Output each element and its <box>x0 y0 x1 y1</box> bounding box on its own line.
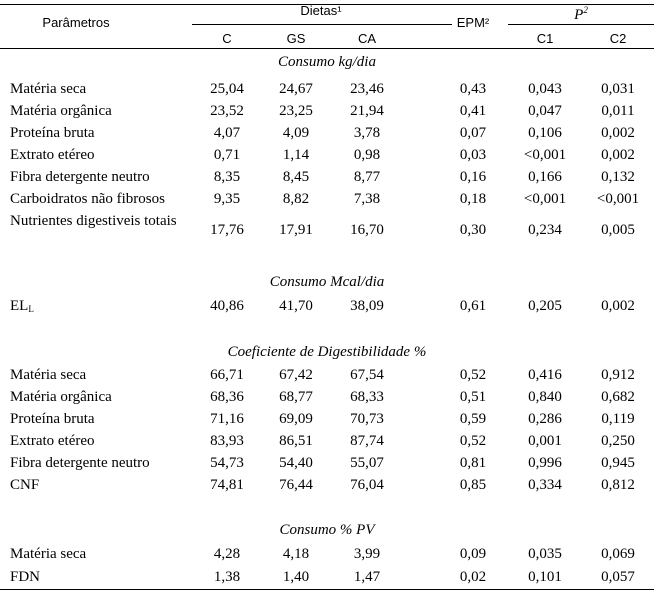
value-c1: 0,840 <box>528 389 562 405</box>
value-ca: 3,99 <box>353 546 381 562</box>
value-c1: 0,101 <box>528 569 562 585</box>
value-ca: 8,77 <box>353 169 381 185</box>
header-dietas: Dietas¹ <box>300 3 342 18</box>
value-c1: 0,234 <box>528 222 562 238</box>
value-c2: 0,132 <box>601 169 635 185</box>
value-c1: 0,286 <box>528 411 562 427</box>
value-epm: 0,41 <box>459 103 487 119</box>
section-title: Consumo Mcal/dia <box>269 274 385 290</box>
value-gs: 67,42 <box>279 367 313 383</box>
value-gs: 17,91 <box>279 222 313 238</box>
value-c1: 0,334 <box>528 477 562 493</box>
value-c1: 0,416 <box>528 367 562 383</box>
value-c2: 0,945 <box>601 455 635 471</box>
value-epm: 0,81 <box>459 455 487 471</box>
col-c2: C2 <box>609 31 627 46</box>
row-label: Matéria orgânica <box>10 103 112 119</box>
row-label: CNF <box>10 477 40 493</box>
value-c2: 0,002 <box>601 125 635 141</box>
row-label: Fibra detergente neutro <box>10 169 150 185</box>
value-c2: 0,002 <box>601 298 635 314</box>
value-c: 40,86 <box>210 298 244 314</box>
value-c2: <0,001 <box>596 191 640 207</box>
value-c1: 0,047 <box>528 103 562 119</box>
value-epm: 0,16 <box>459 169 487 185</box>
p-underline <box>508 24 654 25</box>
value-ca: 67,54 <box>350 367 384 383</box>
row-label: Nutrientes digestiveis totais <box>10 213 177 229</box>
value-epm: 0,30 <box>459 222 487 238</box>
value-epm: 0,61 <box>459 298 487 314</box>
value-ca: 16,70 <box>350 222 384 238</box>
row-label: Fibra detergente neutro <box>10 455 150 471</box>
value-c: 54,73 <box>210 455 244 471</box>
value-epm: 0,02 <box>459 569 487 585</box>
value-epm: 0,59 <box>459 411 487 427</box>
dietas-underline <box>192 24 452 25</box>
value-c: 66,71 <box>210 367 244 383</box>
value-c2: 0,005 <box>601 222 635 238</box>
col-gs: GS <box>286 31 306 46</box>
row-label: Matéria seca <box>10 546 87 562</box>
value-epm: 0,52 <box>459 433 487 449</box>
value-gs: 54,40 <box>279 455 313 471</box>
value-ca: 87,74 <box>350 433 384 449</box>
value-gs: 8,82 <box>282 191 310 207</box>
row-label <box>10 298 190 318</box>
value-epm: 0,52 <box>459 367 487 383</box>
value-ca: 23,46 <box>350 81 384 97</box>
value-c: 83,93 <box>210 433 244 449</box>
value-c2: 0,812 <box>601 477 635 493</box>
value-c: 8,35 <box>213 169 241 185</box>
value-epm: 0,43 <box>459 81 487 97</box>
value-c1: 0,106 <box>528 125 562 141</box>
value-c: 74,81 <box>210 477 244 493</box>
value-epm: 0,09 <box>459 546 487 562</box>
value-c: 25,04 <box>210 81 244 97</box>
value-c2: 0,011 <box>601 103 635 119</box>
value-c2: 0,002 <box>601 147 635 163</box>
header-p <box>574 2 588 24</box>
value-c1: <0,001 <box>523 147 567 163</box>
row-label: Matéria seca <box>10 81 87 97</box>
row-label-sub: L <box>28 304 34 314</box>
value-ca: 7,38 <box>353 191 381 207</box>
value-c: 68,36 <box>210 389 244 405</box>
value-c1: <0,001 <box>523 191 567 207</box>
header-p-letter: P <box>574 7 584 23</box>
section-title: Consumo % PV <box>279 522 375 538</box>
col-ca: CA <box>357 31 377 46</box>
header-epm: EPM² <box>456 15 490 30</box>
value-gs: 4,09 <box>282 125 310 141</box>
row-label-main: EL <box>10 298 29 314</box>
value-c1: 0,205 <box>528 298 562 314</box>
value-c2: 0,682 <box>601 389 635 405</box>
value-epm: 0,85 <box>459 477 487 493</box>
col-c1: C1 <box>536 31 554 46</box>
row-label: Proteína bruta <box>10 125 95 141</box>
value-c: 17,76 <box>210 222 244 238</box>
value-gs: 23,25 <box>279 103 313 119</box>
value-c2: 0,057 <box>601 569 635 585</box>
value-gs: 1,14 <box>282 147 310 163</box>
value-epm: 0,18 <box>459 191 487 207</box>
row-label: Extrato etéreo <box>10 147 95 163</box>
value-gs: 86,51 <box>279 433 313 449</box>
value-gs: 76,44 <box>279 477 313 493</box>
value-c1: 0,035 <box>528 546 562 562</box>
value-ca: 21,94 <box>350 103 384 119</box>
col-c: C <box>222 31 232 46</box>
value-c1: 0,001 <box>528 433 562 449</box>
value-ca: 55,07 <box>350 455 384 471</box>
header-p-sup: 2 <box>583 5 588 15</box>
value-ca: 1,47 <box>353 569 381 585</box>
row-label: Extrato etéreo <box>10 433 95 449</box>
value-ca: 3,78 <box>353 125 381 141</box>
value-c: 0,71 <box>213 147 241 163</box>
row-label: Matéria orgânica <box>10 389 112 405</box>
value-c1: 0,996 <box>528 455 562 471</box>
value-c: 23,52 <box>210 103 244 119</box>
value-c1: 0,043 <box>528 81 562 97</box>
value-gs: 41,70 <box>279 298 313 314</box>
value-ca: 70,73 <box>350 411 384 427</box>
value-c: 1,38 <box>213 569 241 585</box>
value-gs: 1,40 <box>282 569 310 585</box>
value-ca: 76,04 <box>350 477 384 493</box>
value-c2: 0,912 <box>601 367 635 383</box>
row-label: FDN <box>10 569 41 585</box>
row-label: Proteína bruta <box>10 411 95 427</box>
value-ca: 38,09 <box>350 298 384 314</box>
value-c2: 0,250 <box>601 433 635 449</box>
value-c2: 0,069 <box>601 546 635 562</box>
value-c: 4,28 <box>213 546 241 562</box>
value-c1: 0,166 <box>528 169 562 185</box>
row-label: Matéria seca <box>10 367 87 383</box>
bottom-rule <box>0 589 654 590</box>
value-c: 71,16 <box>210 411 244 427</box>
value-c: 4,07 <box>213 125 241 141</box>
value-epm: 0,07 <box>459 125 487 141</box>
section-title: Coeficiente de Digestibilidade % <box>227 344 427 360</box>
value-epm: 0,03 <box>459 147 487 163</box>
section-title: Consumo kg/dia <box>278 54 376 70</box>
value-gs: 68,77 <box>279 389 313 405</box>
value-gs: 69,09 <box>279 411 313 427</box>
header-parametros: Parâmetros <box>42 15 110 30</box>
value-epm: 0,51 <box>459 389 487 405</box>
value-c: 9,35 <box>213 191 241 207</box>
value-gs: 8,45 <box>282 169 310 185</box>
value-ca: 68,33 <box>350 389 384 405</box>
value-gs: 24,67 <box>279 81 313 97</box>
value-c2: 0,031 <box>601 81 635 97</box>
header-rule <box>0 48 654 49</box>
row-label: Carboidratos não fibrosos <box>10 191 165 207</box>
value-c2: 0,119 <box>601 411 635 427</box>
value-gs: 4,18 <box>282 546 310 562</box>
value-ca: 0,98 <box>353 147 381 163</box>
